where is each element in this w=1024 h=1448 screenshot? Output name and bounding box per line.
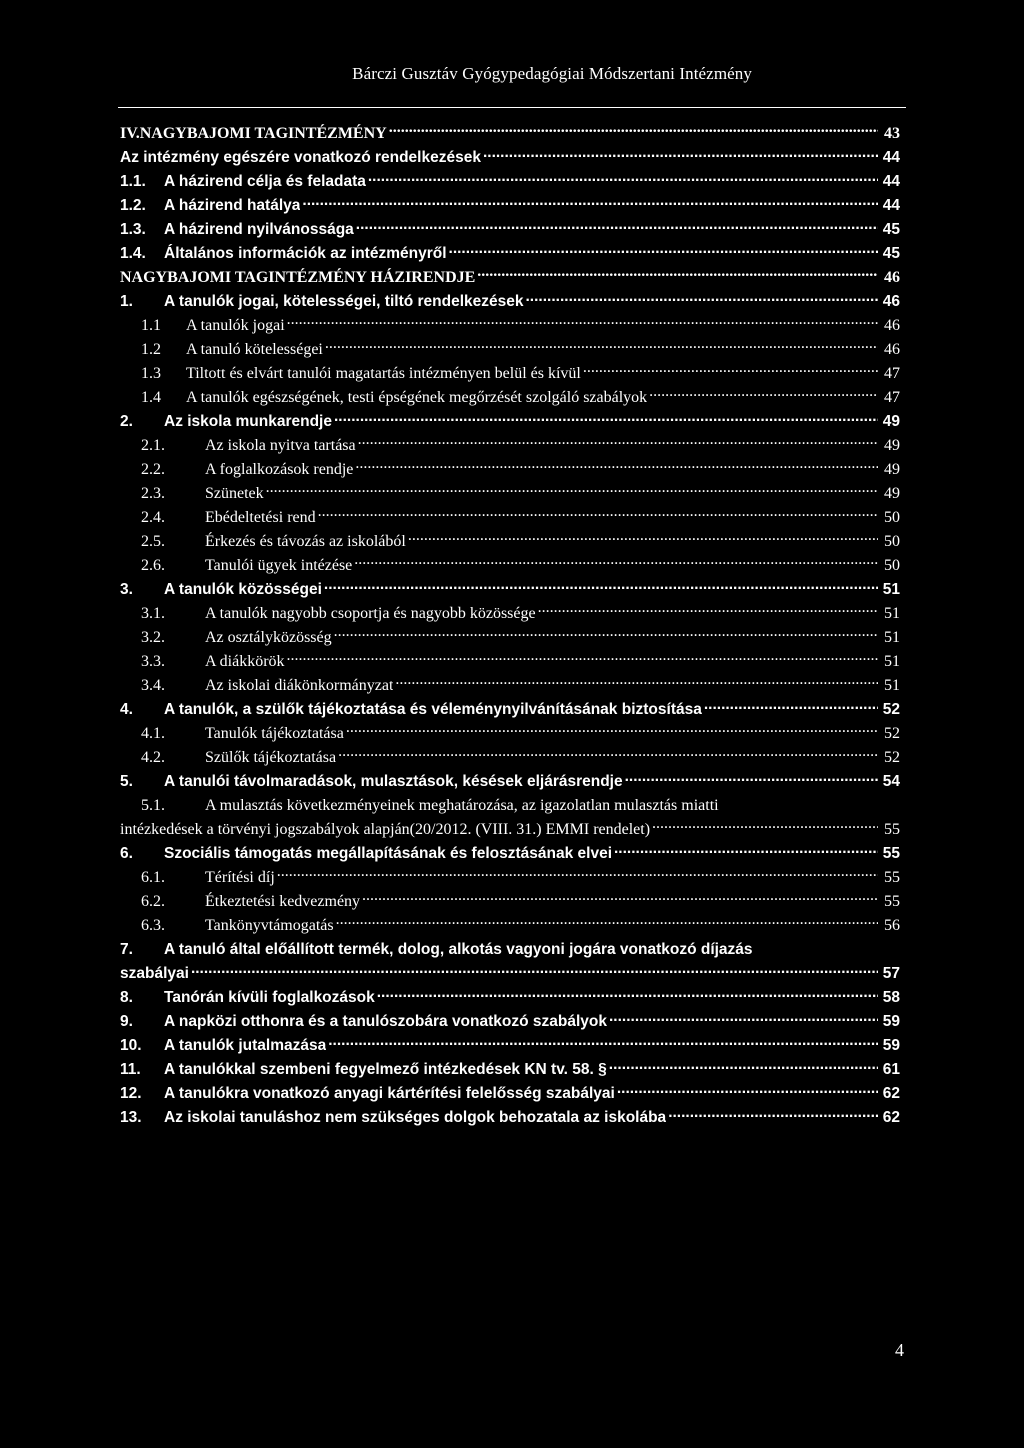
dot-leader	[625, 771, 878, 787]
toc-entry-label: A tanulók egészségének, testi épségének megőrzését szolgáló szabályok	[186, 389, 648, 406]
toc-entry-page: 46	[884, 317, 900, 334]
toc-entry	[120, 434, 900, 458]
toc-entry-page: 51	[884, 653, 900, 670]
toc-entry-number: 8.	[120, 989, 133, 1006]
toc-entry-label: A tanulók jogai, kötelességei, tiltó rendelkezések	[164, 293, 524, 310]
toc-entry-number: 2.4.	[141, 509, 165, 526]
toc-entry	[120, 1082, 900, 1106]
toc-entry-label: Szülők tájékoztatása	[205, 749, 337, 766]
page-number: 4	[895, 1340, 904, 1360]
toc-entry	[120, 530, 900, 554]
dot-leader	[266, 482, 878, 498]
toc-entry-page: 46	[884, 269, 900, 286]
toc-entry-label: NAGYBAJOMI TAGINTÉZMÉNY HÁZIRENDJE	[120, 269, 476, 286]
toc-entry-label: Az iskolai tanuláshoz nem szükséges dolgok behozatala az iskolába	[164, 1109, 667, 1126]
toc-entry-label: Általános információk az intézményről	[164, 245, 447, 262]
toc-entry-label: Érkezés és távozás az iskolából	[205, 533, 406, 550]
toc-entry	[120, 578, 900, 602]
toc-entry-label: A tanulók jogai	[186, 317, 285, 334]
toc-entry-page: 51	[882, 581, 900, 598]
dot-leader	[191, 963, 878, 979]
toc-entry-line	[120, 962, 900, 986]
toc-entry	[120, 770, 900, 794]
toc-entry-page: 52	[882, 701, 900, 718]
toc-entry-number: 6.1.	[141, 869, 165, 886]
toc-entry-label: A tanulói távolmaradások, mulasztások, késések eljárásrendje	[164, 773, 623, 790]
toc-entry-line	[120, 818, 900, 842]
toc-entry-page: 62	[882, 1085, 900, 1102]
toc-entry-number: 2.3.	[141, 485, 165, 502]
toc-entry	[120, 386, 900, 410]
toc-entry-label: A tanulók jutalmazása	[164, 1037, 327, 1054]
toc-entry-number: 12.	[120, 1085, 142, 1102]
toc-entry-page: 45	[882, 245, 900, 262]
toc-entry	[120, 122, 900, 146]
header-rule	[118, 107, 906, 108]
dot-leader	[649, 386, 878, 402]
toc-entry	[120, 242, 900, 266]
dot-leader	[277, 866, 878, 882]
dot-leader	[287, 650, 878, 666]
toc-entry-page: 61	[882, 1061, 900, 1078]
toc-entry	[120, 362, 900, 386]
toc-entry	[120, 1010, 900, 1034]
dot-leader	[356, 219, 878, 235]
dot-leader	[334, 626, 878, 642]
toc-entry-page: 43	[884, 125, 900, 142]
toc-entry-page: 55	[884, 869, 900, 886]
toc-entry-label: Az iskola munkarendje	[164, 413, 332, 430]
toc-entry	[120, 554, 900, 578]
toc-entry-label: A diákkörök	[205, 653, 285, 670]
toc-entry-number: 1.2	[141, 341, 161, 358]
dot-leader	[328, 1035, 878, 1051]
toc-entry-label: Az intézmény egészére vonatkozó rendelkezések	[120, 149, 481, 166]
toc-entry-number: 2.	[120, 413, 133, 430]
toc-entry	[120, 146, 900, 170]
toc-entry-page: 46	[882, 293, 900, 310]
dot-leader	[325, 338, 878, 354]
toc-entry-label: A tanuló kötelességei	[186, 341, 323, 358]
toc-entry-number: 5.1.	[141, 797, 165, 814]
toc-entry-number: 1.3.	[120, 221, 146, 238]
toc-entry-page: 54	[882, 773, 900, 790]
dot-leader	[617, 1083, 878, 1099]
toc-entry-page: 52	[884, 749, 900, 766]
toc-entry-label: A tanulókkal szembeni fegyelmező intézkedések KN tv. 58. §	[164, 1061, 607, 1078]
dot-leader	[395, 674, 878, 690]
toc-entry-page: 55	[884, 821, 900, 838]
dot-leader	[336, 914, 878, 930]
dot-leader	[355, 458, 878, 474]
toc-entry	[120, 506, 900, 530]
toc-entry-page: 62	[882, 1109, 900, 1126]
toc-entry-number: 1.4.	[120, 245, 146, 262]
toc-entry	[120, 1034, 900, 1058]
toc-entry	[120, 722, 900, 746]
toc-entry-page: 59	[882, 1013, 900, 1030]
toc-entry-page: 50	[884, 557, 900, 574]
toc-entry-label: Tanulói ügyek intézése	[205, 557, 353, 574]
toc-entry-label: A mulasztás következményeinek meghatározása, az igazolatlan mulasztás miatti	[205, 797, 719, 814]
toc-entry-page: 46	[884, 341, 900, 358]
toc-entry-label: A házirend nyilvánossága	[164, 221, 354, 238]
dot-leader	[538, 602, 878, 618]
toc-entry-page: 44	[882, 197, 900, 214]
dot-leader	[287, 314, 878, 330]
toc-entry-label-continued: intézkedések a törvényi jogszabályok alapján(20/2012. (VIII. 31.) EMMI rendelet)	[120, 821, 651, 838]
toc-entry-page: 45	[882, 221, 900, 238]
dot-leader	[377, 987, 878, 1003]
toc-entry	[120, 1058, 900, 1082]
running-header: Bárczi Gusztáv Gyógypedagógiai Módszertani Intézmény	[352, 64, 752, 83]
dot-leader	[449, 243, 878, 259]
toc-entry-label: A házirend hatálya	[164, 197, 301, 214]
toc-entry-page: 52	[884, 725, 900, 742]
toc-entry	[120, 890, 900, 914]
toc-entry	[120, 698, 900, 722]
toc-entry	[120, 338, 900, 362]
toc-entry-label: Szociális támogatás megállapításának és felosztásának elvei	[164, 845, 612, 862]
toc-entry-number: 10.	[120, 1037, 142, 1054]
toc-entry-number: 11.	[120, 1061, 141, 1078]
toc-entry	[120, 650, 900, 674]
dot-leader	[408, 530, 878, 546]
toc-entry-label: Szünetek	[205, 485, 264, 502]
toc-entry-label: Tankönyvtámogatás	[205, 917, 334, 934]
toc-entry-page: 50	[884, 509, 900, 526]
toc-entry-number: 1.1.	[120, 173, 146, 190]
toc-entry-label: Az osztályközösség	[205, 629, 332, 646]
toc-entry-label: Ebédeltetési rend	[205, 509, 316, 526]
toc-entry	[120, 674, 900, 698]
toc-entry-page: 49	[884, 461, 900, 478]
dot-leader	[334, 411, 878, 427]
toc-entry	[120, 458, 900, 482]
toc-entry-number: 2.6.	[141, 557, 165, 574]
toc-entry-number: 1.2.	[120, 197, 146, 214]
toc-entry	[120, 986, 900, 1010]
dot-leader	[668, 1107, 878, 1123]
toc-entry-page: 51	[884, 677, 900, 694]
toc-entry-label: Tanulók tájékoztatása	[205, 725, 344, 742]
toc-entry-label: Térítési díj	[205, 869, 275, 886]
toc-entry-line	[120, 938, 900, 962]
toc-entry-label: Az iskola nyitva tartása	[205, 437, 356, 454]
toc-entry-number: 7.	[120, 941, 133, 958]
toc-entry-number: 3.3.	[141, 653, 165, 670]
dot-leader	[609, 1011, 878, 1027]
dot-leader	[483, 147, 878, 163]
toc-entry-label: IV.NAGYBAJOMI TAGINTÉZMÉNY	[120, 125, 387, 142]
dot-leader	[354, 554, 878, 570]
toc-entry-page: 47	[884, 389, 900, 406]
toc-entry-page: 51	[884, 629, 900, 646]
toc-entry	[120, 218, 900, 242]
dot-leader	[358, 434, 878, 450]
dot-leader	[318, 506, 878, 522]
toc-entry-label: A tanuló által előállított termék, dolog, alkotás vagyoni jogára vonatkozó díjazás	[164, 941, 753, 958]
toc-entry-number: 13.	[120, 1109, 142, 1126]
toc-entry-page: 44	[882, 149, 900, 166]
toc-entry-page: 47	[884, 365, 900, 382]
toc-entry	[120, 746, 900, 770]
toc-entry	[120, 410, 900, 434]
toc-entry-number: 5.	[120, 773, 133, 790]
toc-entry	[120, 914, 900, 938]
dot-leader	[652, 818, 878, 834]
toc-entry	[120, 482, 900, 506]
toc-entry	[120, 314, 900, 338]
toc-entry-number: 3.	[120, 581, 133, 598]
toc-entry-number: 1.4	[141, 389, 161, 406]
toc-entry-page: 50	[884, 533, 900, 550]
toc-entry	[120, 1106, 900, 1130]
toc-entry-label: A tanulók közösségei	[164, 581, 322, 598]
toc-entry-number: 3.2.	[141, 629, 165, 646]
toc-entry-page: 56	[884, 917, 900, 934]
toc-entry-number: 4.2.	[141, 749, 165, 766]
toc-entry-label: A tanulók, a szülők tájékoztatása és véleménynyilvánításának biztosítása	[164, 701, 702, 718]
toc-entry-page: 59	[882, 1037, 900, 1054]
toc-entry-label: Étkeztetési kedvezmény	[205, 893, 361, 910]
toc-entry-number: 4.1.	[141, 725, 165, 742]
toc-entry-label: Az iskolai diákönkormányzat	[205, 677, 394, 694]
dot-leader	[704, 699, 878, 715]
dot-leader	[389, 122, 878, 138]
dot-leader	[362, 890, 878, 906]
toc-entry	[120, 266, 900, 290]
toc-entry-label: A tanulók nagyobb csoportja és nagyobb közössége	[205, 605, 536, 622]
toc-entry	[120, 866, 900, 890]
toc-entry-label: A foglalkozások rendje	[205, 461, 354, 478]
toc-entry-label: A tanulókra vonatkozó anyagi kártérítési felelősség szabályai	[164, 1085, 615, 1102]
dot-leader	[338, 746, 878, 762]
dot-leader	[368, 171, 878, 187]
toc-entry-number: 1.3	[141, 365, 161, 382]
dot-leader	[583, 362, 878, 378]
toc-entry-label: A napközi otthonra és a tanulószobára vonatkozó szabályok	[164, 1013, 607, 1030]
toc-entry-label: A házirend célja és feladata	[164, 173, 366, 190]
toc-entry-number: 2.2.	[141, 461, 165, 478]
toc-entry	[120, 626, 900, 650]
dot-leader	[302, 195, 878, 211]
toc-entry-page: 44	[882, 173, 900, 190]
toc-entry-number: 1.	[120, 293, 133, 310]
toc-entry-label: Tiltott és elvárt tanulói magatartás intézményen belül és kívül	[186, 365, 581, 382]
toc-entry-number: 9.	[120, 1013, 133, 1030]
dot-leader	[526, 291, 879, 307]
toc-entry	[120, 842, 900, 866]
toc-entry-page: 55	[884, 893, 900, 910]
toc-entry-page: 51	[884, 605, 900, 622]
toc-entry-page: 57	[882, 965, 900, 982]
toc-entry-label: Tanórán kívüli foglalkozások	[164, 989, 375, 1006]
toc-entry-page: 49	[884, 437, 900, 454]
dot-leader	[477, 266, 878, 282]
toc-entry-number: 2.1.	[141, 437, 165, 454]
dot-leader	[346, 722, 878, 738]
toc-entry-number: 1.1	[141, 317, 161, 334]
toc-entry-number: 4.	[120, 701, 133, 718]
toc-entry-number: 3.1.	[141, 605, 165, 622]
dot-leader	[614, 843, 878, 859]
toc-entry	[120, 602, 900, 626]
toc-entry-number: 2.5.	[141, 533, 165, 550]
toc-entry	[120, 170, 900, 194]
toc-entry-label-continued: szabályai	[120, 965, 189, 982]
toc-entry-number: 3.4.	[141, 677, 165, 694]
toc-entry-page: 58	[882, 989, 900, 1006]
toc-entry-number: 6.3.	[141, 917, 165, 934]
toc-entry-number: 6.2.	[141, 893, 165, 910]
toc-entry-line	[120, 794, 900, 818]
toc-entry-page: 49	[884, 485, 900, 502]
dot-leader	[609, 1059, 878, 1075]
toc-entry-page: 49	[882, 413, 900, 430]
toc-entry	[120, 194, 900, 218]
toc-entry	[120, 290, 900, 314]
dot-leader	[324, 579, 878, 595]
toc-entry-number: 6.	[120, 845, 133, 862]
toc-entry-page: 55	[882, 845, 900, 862]
table-of-contents	[120, 122, 900, 1130]
